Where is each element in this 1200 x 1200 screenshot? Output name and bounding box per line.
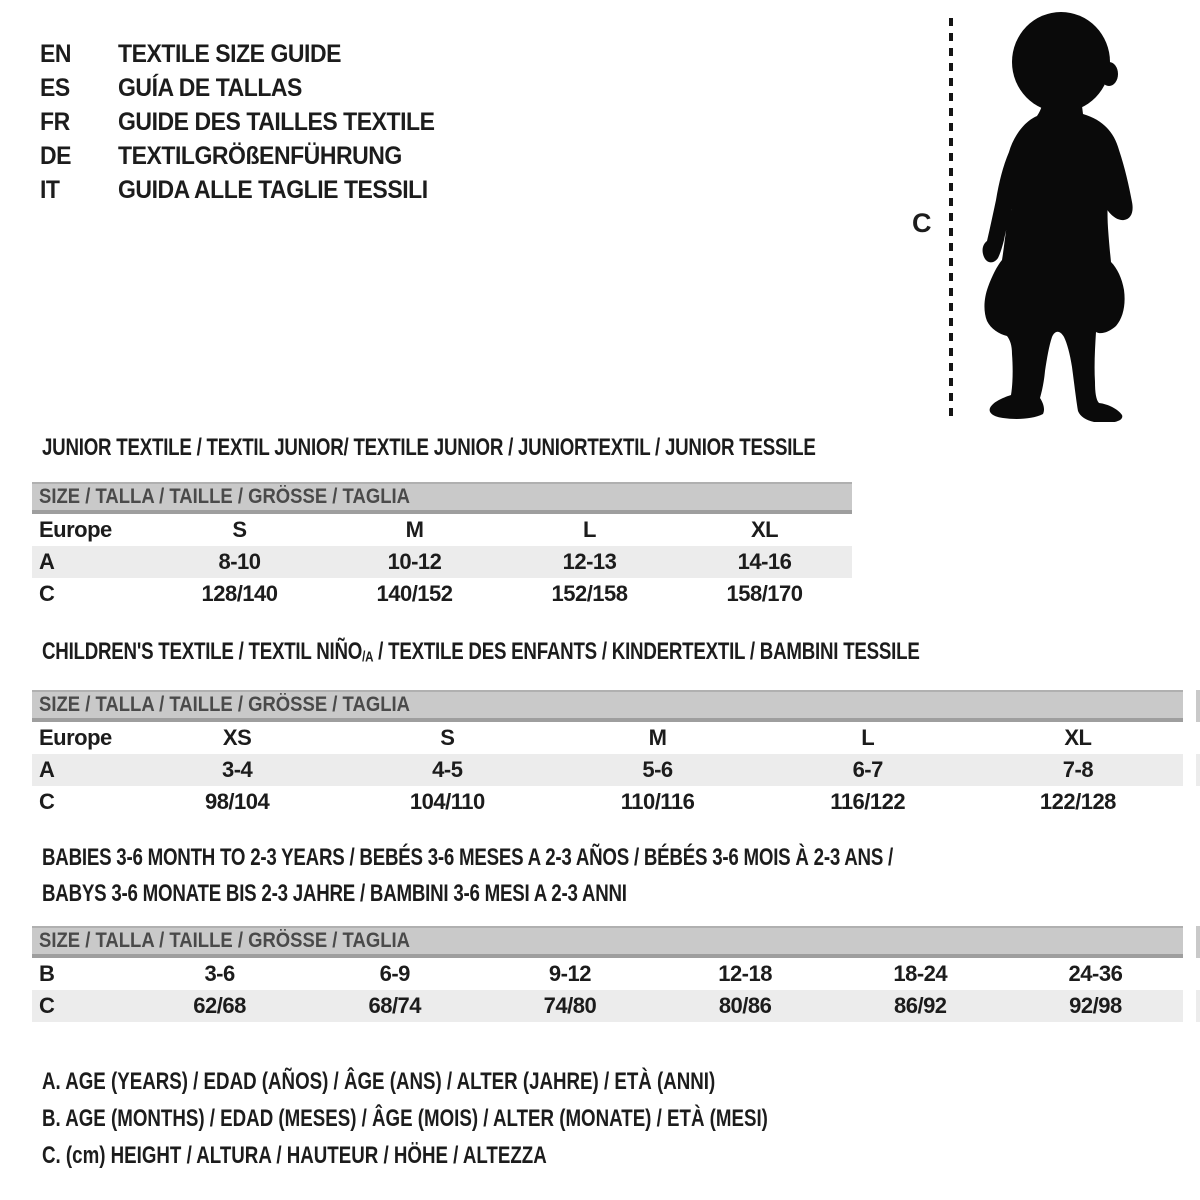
size-header-bar: SIZE / TALLA / TAILLE / GRÖSSE / TAGLIA	[32, 926, 1183, 958]
table-cell: 158/170	[726, 581, 803, 606]
table-edge-fragment	[1196, 990, 1200, 1022]
table-edge-fragment	[1196, 754, 1200, 786]
language-label: TEXTILGRÖßENFÜHRUNG	[118, 142, 402, 170]
table-cell: 104/110	[409, 789, 485, 814]
table-edge-fragment	[1196, 926, 1200, 958]
table-cell: 18-24	[893, 961, 948, 986]
table-cell: 3-4	[221, 757, 253, 782]
table-cell: 6-9	[379, 961, 410, 986]
table-cell: 116/122	[830, 789, 906, 814]
language-label: GUÍA DE TALLAS	[118, 74, 302, 102]
size-header: XL	[750, 517, 779, 542]
table-row	[32, 958, 1183, 990]
table-cell: 5-6	[642, 757, 673, 782]
table-cell: 68/74	[368, 993, 422, 1018]
table-cell: 10-12	[387, 549, 442, 574]
row-label: C	[39, 789, 55, 814]
language-label: GUIDA ALLE TAGLIE TESSILI	[118, 176, 428, 204]
table-cell: 4-5	[432, 757, 463, 782]
legend-line-b: B. AGE (MONTHS) / EDAD (MESES) / ÂGE (MOIS) / ALTER (MONATE) / ETÀ (MESI)	[42, 1105, 768, 1132]
table-cell: 14-16	[737, 549, 792, 574]
table-row	[32, 546, 852, 578]
language-label: TEXTILE SIZE GUIDE	[118, 40, 342, 68]
table-cell: 24-36	[1068, 961, 1123, 986]
size-header: XS	[222, 725, 252, 750]
legend-line-c: C. (cm) HEIGHT / ALTURA / HAUTEUR / HÖHE / ALTEZZA	[42, 1142, 547, 1169]
legend-line-a: A. AGE (YEARS) / EDAD (AÑOS) / ÂGE (ANS) / ALTER (JAHRE) / ETÀ (ANNI)	[42, 1068, 716, 1095]
table-header-row	[32, 514, 852, 546]
table-cell: 122/128	[1039, 789, 1116, 814]
table-cell: 152/158	[551, 581, 628, 606]
size-header: L	[583, 517, 596, 542]
size-header: XL	[1064, 725, 1092, 750]
section-title-line1: BABIES 3-6 MONTH TO 2-3 YEARS / BEBÉS 3-6 MESES A 2-3 AÑOS / BÉBÉS 3-6 MOIS À 2-3 ANS /	[42, 844, 894, 871]
table-row	[32, 578, 852, 610]
region-label: Europe	[39, 517, 112, 542]
table-cell: 9-12	[548, 961, 591, 986]
table-cell: 12-18	[718, 961, 772, 986]
size-header-bar: SIZE / TALLA / TAILLE / GRÖSSE / TAGLIA	[32, 482, 852, 514]
table-cell: 12-13	[562, 549, 617, 574]
section-title: JUNIOR TEXTILE / TEXTIL JUNIOR/ TEXTILE JUNIOR / JUNIORTEXTIL / JUNIOR TESSILE	[42, 434, 816, 461]
table-cell: 8-10	[218, 549, 261, 574]
section-title: CHILDREN'S TEXTILE / TEXTIL NIÑO/A / TEXTILE DES ENFANTS / KINDERTEXTIL / BAMBINI TESSILE	[42, 638, 920, 666]
toddler-silhouette	[957, 10, 1149, 422]
table-cell: 74/80	[543, 993, 597, 1018]
table-row	[32, 786, 1183, 818]
table-cell: 98/104	[204, 789, 270, 814]
size-header: L	[861, 725, 875, 750]
language-code: FR	[40, 108, 70, 136]
table-cell: 140/152	[376, 581, 453, 606]
table-cell: 92/98	[1069, 993, 1122, 1018]
section-title-line2: BABYS 3-6 MONATE BIS 2-3 JAHRE / BAMBINI 3-6 MESI A 2-3 ANNI	[42, 880, 627, 907]
height-measurement-label: C	[912, 208, 932, 238]
table-cell: 7-8	[1062, 757, 1094, 782]
table-cell: 3-6	[204, 961, 235, 986]
table-cell: 62/68	[193, 993, 246, 1018]
height-dashed-line	[949, 18, 953, 416]
table-cell: 128/140	[201, 581, 278, 606]
table-cell: 80/86	[718, 993, 772, 1018]
table-row	[32, 754, 1183, 786]
table-header-row	[32, 722, 1183, 754]
size-header: S	[440, 725, 455, 750]
table-cell: 86/92	[893, 993, 947, 1018]
language-code: DE	[40, 142, 72, 170]
row-label: A	[39, 549, 55, 574]
language-code: IT	[40, 176, 60, 204]
language-label: GUIDE DES TAILLES TEXTILE	[118, 108, 435, 136]
table-row	[32, 990, 1183, 1022]
table-cell: 110/116	[620, 789, 695, 814]
region-label: Europe	[39, 725, 112, 750]
row-label: C	[39, 581, 55, 606]
language-code: EN	[40, 40, 72, 68]
table-edge-fragment	[1196, 690, 1200, 722]
table-cell: 6-7	[852, 757, 883, 782]
size-header: M	[648, 725, 667, 750]
size-header: S	[232, 517, 247, 542]
row-label: A	[39, 757, 55, 782]
language-code: ES	[40, 74, 70, 102]
size-header: M	[405, 517, 424, 542]
size-header-bar: SIZE / TALLA / TAILLE / GRÖSSE / TAGLIA	[32, 690, 1183, 722]
row-label: B	[39, 961, 55, 986]
row-label: C	[39, 993, 55, 1018]
